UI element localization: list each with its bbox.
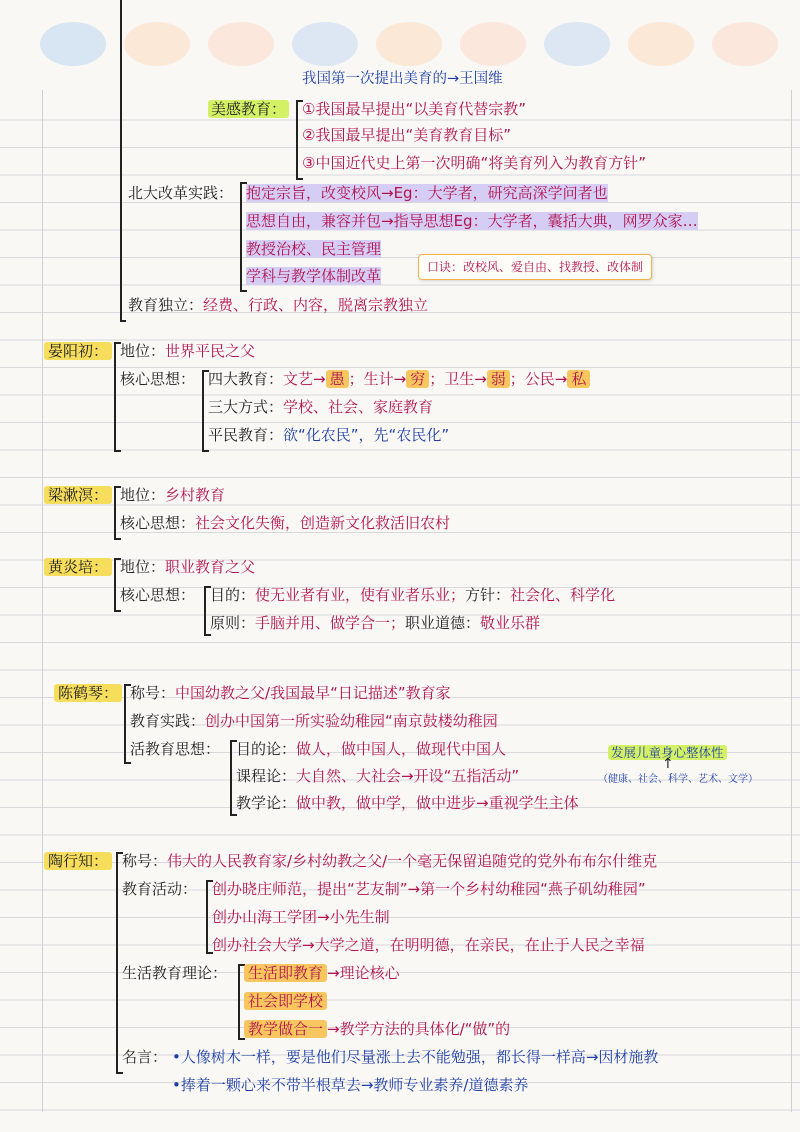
tao-life-1: 生活即教育 →理论核心 [244,962,400,984]
decor-dot [544,22,610,66]
yan-si-line: 四大教育：文艺→ 愚 ；生计→ 穷 ；卫生→ 弱 ；公民→ 私 [208,368,590,390]
chen-side-note: 发展儿童身心整体性 [608,743,727,761]
decor-dot [40,22,106,66]
tao-name: 陶行知： [44,850,112,872]
chen-prac-line: 教育实践：创办中国第一所实验幼稚园“南京鼓楼幼稚园 [130,712,498,730]
tao-quote-1: •人像树木一样，要是他们尽量涨上去不能勉强，都长得一样高→因材施教 [172,1048,659,1066]
meigan-item-1: ①我国最早提出“以美育代替宗教” [302,100,526,118]
tao-life-2: 社会即学校 [244,990,327,1012]
left-margin-line [42,90,43,1112]
decor-dot [208,22,274,66]
chen-jiaoxue-line: 教学论：做中教，做中学，做中进步→重视学生主体 [236,794,579,812]
tao-act-2: 创办山海工学团→小先生制 [212,908,390,926]
page-title: 我国第一次提出美育的→王国维 [302,71,503,87]
liang-core-line: 核心思想：社会文化失衡，创造新文化救活旧农村 [120,514,451,532]
tao-life-3: 教学做合一 →教学方法的具体化/“做”的 [244,1018,510,1040]
section-bracket-foot [120,320,126,322]
beida-item-4: 学科与教学体制改革 [246,267,382,285]
section-bracket [120,0,122,322]
chen-name: 陈鹤琴： [54,682,122,704]
chen-kecheng-line: 课程论：大自然、大社会→开设“五指活动” [236,767,520,785]
chen-title-line: 称号：中国幼教之父/我国最早“日记描述”教育家 [130,684,451,702]
huang-name: 黄炎培： [44,556,112,578]
meigan-item-3: ③中国近代史上第一次明确“将美育列入为教育方针” [302,154,646,172]
yan-core-label: 核心思想： [120,370,196,388]
huang-core-label: 核心思想： [120,586,196,604]
huang-pos-line: 地位：职业教育之父 [120,558,256,576]
tao-title-line: 称号：伟大的人民教育家/乡村幼教之父/一个毫无保留追随党的党外布布尔什维克 [122,852,658,870]
decor-dot [124,22,190,66]
duli-line: 教育独立：经费、行政、内容，脱离宗教独立 [128,296,429,314]
decor-dot [628,22,694,66]
meigan-label: 美感教育： [208,98,289,120]
decor-dot [460,22,526,66]
yan-name: 晏阳初： [44,340,112,362]
meigan-item-2: ②我国最早提出“美育教育目标” [302,126,511,144]
tao-life-label: 生活教育理论： [122,964,228,982]
arrow-up-icon: ↑ [662,756,674,772]
decor-dot [376,22,442,66]
tao-act-3: 创办社会大学→大学之道，在明明德，在亲民，在止于人民之幸福 [212,936,645,954]
chen-side-note-small: （健康、社会、科学、艺术、文学） [598,774,758,785]
chen-mudi-line: 目的论：做人，做中国人，做现代中国人 [236,740,507,758]
yan-pos-line: 地位：世界平民之父 [120,342,256,360]
liang-name: 梁漱溟： [44,484,112,506]
beida-item-3: 教授治校、民主管理 [246,240,382,258]
huang-mudi-line: 目的：使无业者有业，使有业者乐业；方针：社会化、科学化 [210,586,616,604]
decor-dot [712,22,778,66]
chen-thought-label: 活教育思想： [130,740,221,758]
yan-san-line: 三大方式：学校、社会、家庭教育 [208,398,434,416]
decor-dot [292,22,358,66]
tao-quote-2: •捧着一颗心来不带半根草去→教师专业素养/道德素养 [172,1076,529,1094]
beida-item-2: 思想自由，兼容并包→指导思想Eg：大学者，囊括大典，网罗众家… [246,212,698,230]
beida-item-1: 抱定宗旨，改变校风→Eg：大学者，研究高深学问者也 [246,184,608,202]
mnemonic-note: 口诀：改校风、爱自由、找教授、改体制 [418,254,652,280]
tao-act-1: 创办晓庄师范，提出“艺友制”→第一个乡村幼稚园“燕子矶幼稚园” [212,880,646,898]
yan-ping-line: 平民教育：欲“化农民”，先“农民化” [208,426,450,444]
liang-pos-line: 地位：乡村教育 [120,486,226,504]
huang-yuanze-line: 原则：手脑并用、做学合一；职业道德：敬业乐群 [210,614,541,632]
right-margin-line [791,90,792,1112]
tao-act-label: 教育活动： [122,880,198,898]
tao-quote-label: 名言： [122,1048,168,1066]
beida-label: 北大改革实践： [128,184,234,202]
